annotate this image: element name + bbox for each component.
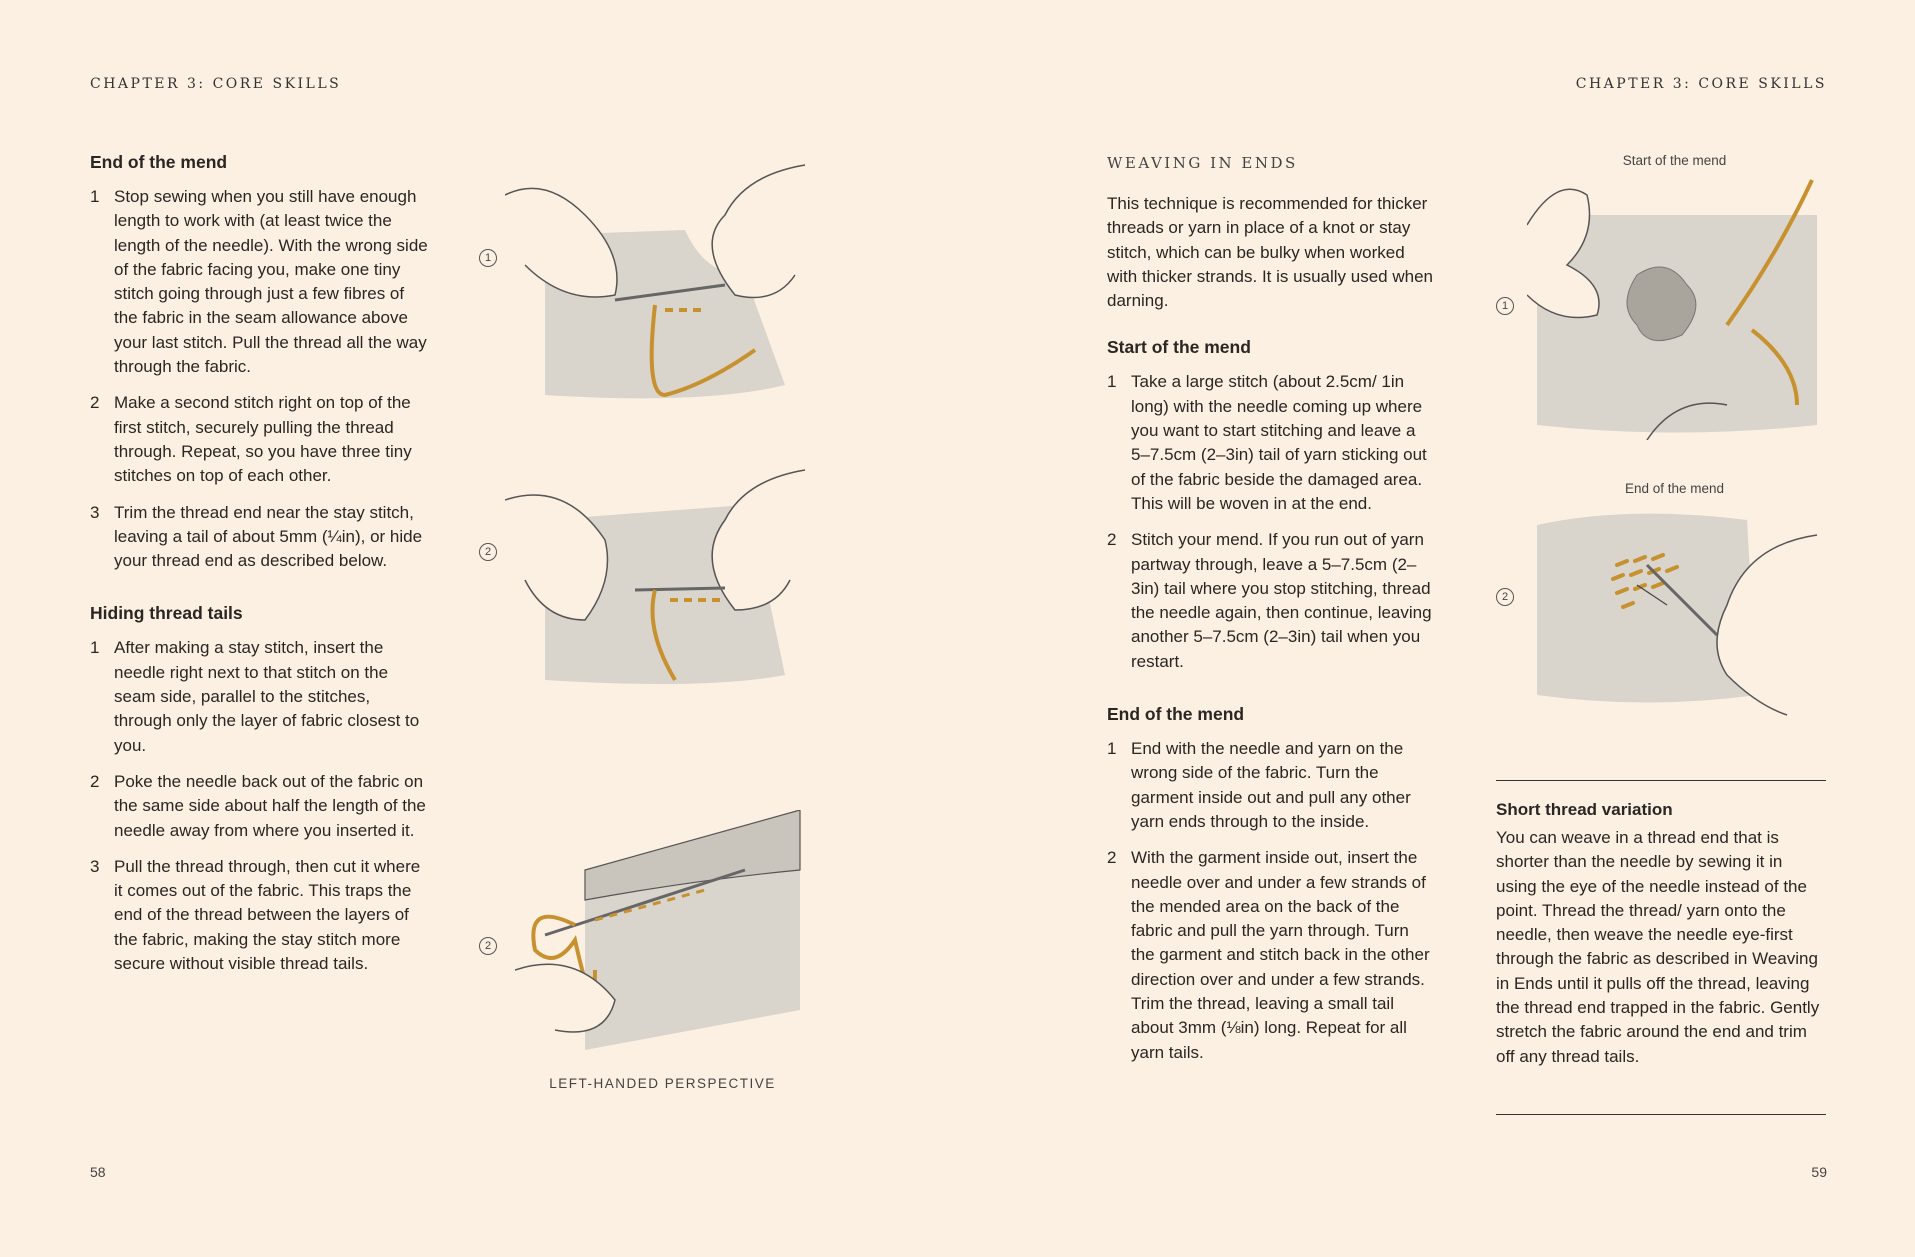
- figure-caption: LEFT-HANDED PERSPECTIVE: [549, 1076, 776, 1091]
- figure-marker: 1: [1496, 297, 1514, 315]
- stay-stitch-illustration-1: [505, 155, 810, 405]
- heading-hiding-tails: Hiding thread tails: [90, 603, 243, 624]
- step-text: Stitch your mend. If you run out of yarn partway through, leave a 5–7.5cm (2–3in) tail where you stop stitching, thread the needle again, then continue, leaving another 5–7.5cm (2–3in) tail when you restart.: [1131, 530, 1432, 671]
- step-text: After making a stay stitch, insert the needle right next to that stitch on the seam side, parallel to the stitches, through only the layer of fabric closest to you.: [114, 638, 420, 755]
- heading-end-of-mend-right: End of the mend: [1107, 704, 1245, 725]
- step: [1107, 528, 1437, 674]
- step-number: 2: [90, 393, 100, 413]
- step-number: 3: [90, 502, 100, 522]
- hiding-tails-steps: [90, 636, 430, 976]
- running-head-right: CHAPTER 3: CORE SKILLS: [1575, 76, 1827, 92]
- sidebar-text: You can weave in a thread end that is shorter than the needle by sewing it in using the eye of the needle instead of the point. Thread the thread/ yarn onto the needle, then weave the needle eye-first through the fabric as described in Weaving in Ends until it pulls off the thread, leaving the thread end trapped in the fabric. Gently stretch the fabric around the end and trim off any thread tails.: [1496, 828, 1820, 1066]
- step-number: 1: [90, 638, 100, 658]
- step-number: 1: [1107, 739, 1117, 759]
- step-text: Trim the thread end near the stay stitch, leaving a tail of about 5mm (¼in), or hide your thread end as described below.: [114, 502, 423, 571]
- right-text-column: [1107, 154, 1437, 1077]
- step: [1107, 370, 1437, 516]
- step-text: Take a large stitch (about 2.5cm/ 1in long) with the needle coming up where you want to start stitching and leave a 5–7.5cm (2–3in) tail of yarn sticking out of the fabric beside the damaged area. This will be woven in at the end.: [1131, 372, 1427, 513]
- step-number: 2: [90, 771, 100, 791]
- step-number: 1: [1107, 372, 1117, 392]
- step: [90, 391, 430, 488]
- page-number-right: 59: [1811, 1164, 1827, 1180]
- sidebar-box: [1496, 800, 1826, 1069]
- step: [90, 855, 430, 976]
- running-head-left: CHAPTER 3: CORE SKILLS: [90, 76, 342, 92]
- step-text: Make a second stitch right on top of the first stitch, securely pulling the thread through. Repeat, so you have three tiny stitches on top of each other.: [114, 393, 412, 486]
- step: [90, 501, 430, 574]
- step: [90, 636, 430, 757]
- figure-caption: Start of the mend: [1622, 153, 1727, 168]
- step-text: Stop sewing when you still have enough length to work with (at least twice the length of the needle). With the wrong side of the fabric facing you, make one tiny stitch going through just a few fibres of the fabric in the seam allowance above your last stitch. Pull the thread all the way through the fabric.: [114, 187, 428, 377]
- figure-marker: 2: [479, 937, 497, 955]
- step-number: 2: [1107, 848, 1117, 868]
- step-number: 2: [1107, 530, 1117, 550]
- figure-marker: 2: [479, 543, 497, 561]
- step-text: End with the needle and yarn on the wrong side of the fabric. Turn the garment inside out and pull any other yarn ends through to the inside.: [1131, 739, 1411, 831]
- step: [1107, 737, 1437, 834]
- section-title: WEAVING IN ENDS: [1107, 154, 1298, 172]
- step: [90, 770, 430, 843]
- heading-end-of-mend: End of the mend: [90, 152, 228, 172]
- step-text: Poke the needle back out of the fabric on the same side about half the length of the needle away from where you inserted it.: [114, 771, 426, 840]
- intro-paragraph: This technique is recommended for thicker threads or yarn in place of a knot or stay stitch, which can be bulky when worked with thicker strands. It is usually used when darning.: [1107, 194, 1433, 311]
- step-number: 3: [90, 856, 100, 876]
- step: [90, 185, 430, 379]
- sidebar-bottom-rule: [1496, 1114, 1826, 1115]
- hiding-tails-illustration: [515, 810, 805, 1055]
- step: [1107, 846, 1437, 1065]
- start-of-mend-illustration: [1527, 175, 1822, 440]
- sidebar-top-rule: [1496, 780, 1826, 781]
- left-text-column: [90, 152, 430, 988]
- end-of-mend-steps-right: [1107, 737, 1437, 1065]
- heading-start-of-mend: Start of the mend: [1107, 337, 1251, 358]
- figure-caption: End of the mend: [1624, 481, 1725, 496]
- stay-stitch-illustration-2: [505, 440, 810, 690]
- step-number: 1: [90, 187, 100, 206]
- page-number-left: 58: [90, 1164, 106, 1180]
- end-of-mend-illustration: [1527, 505, 1822, 720]
- figure-marker: 1: [479, 249, 497, 267]
- start-of-mend-steps: [1107, 370, 1437, 674]
- figure-marker: 2: [1496, 588, 1514, 606]
- step-text: With the garment inside out, insert the needle over and under a few strands of the mended area on the back of the fabric and pull the yarn through. Turn the garment and stitch back in the other direction over and under a few strands. Trim the thread, leaving a small tail about 3mm (⅛in) long. Repeat for all yarn tails.: [1131, 848, 1430, 1062]
- end-of-mend-steps: [90, 185, 430, 573]
- step-text: Pull the thread through, then cut it where it comes out of the fabric. This traps the end of the thread between the layers of the fabric, making the stay stitch more secure without visible thread tails.: [114, 856, 421, 974]
- sidebar-heading: Short thread variation: [1496, 800, 1673, 819]
